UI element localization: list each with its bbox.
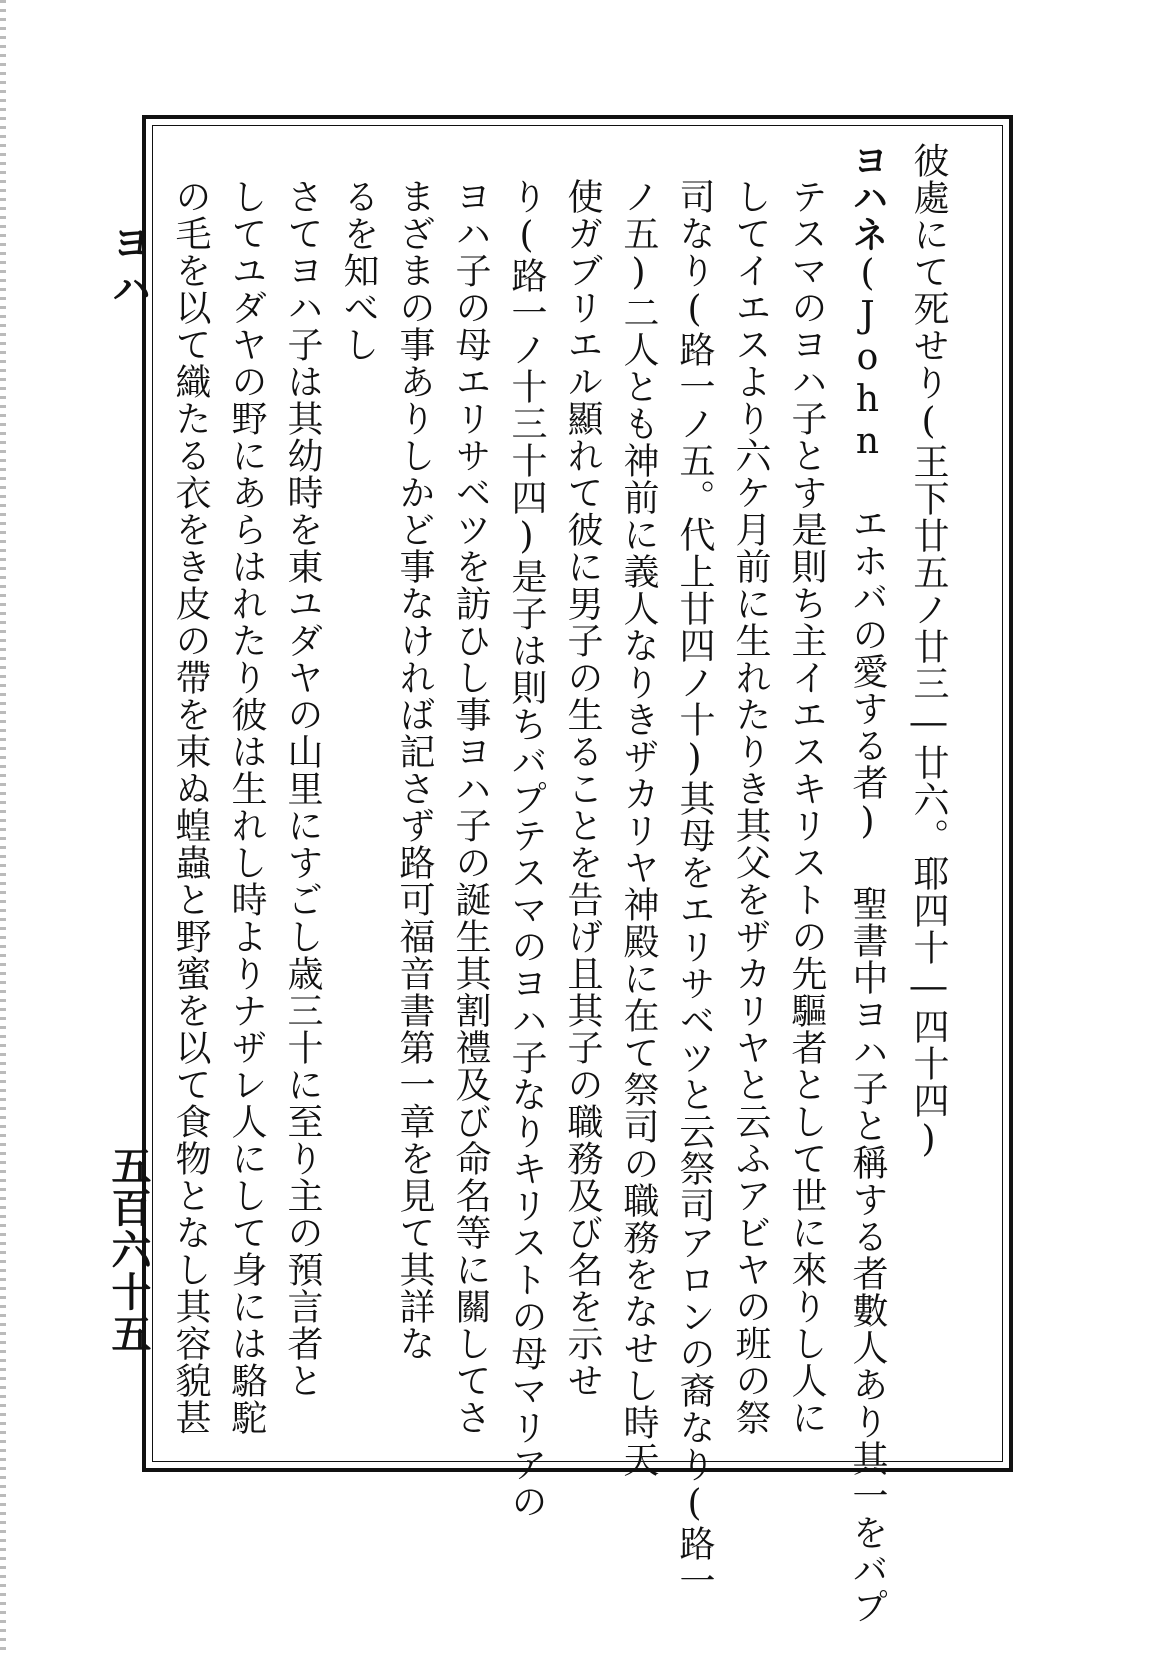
entry-text-column: の毛を以て織たる衣をき皮の帶を束ぬ蝗蟲と野蜜を以て食物となし其容貌甚 [170, 178, 211, 1436]
entry-text-column: ノ五)二人とも神前に義人なりきザカリヤ神殿に在て祭司の職務をなせし時天 [618, 178, 659, 1478]
entry-text-column: るを知べし [338, 178, 379, 363]
entry-text-column: 司なり(路一ノ五。代上廿四ノ十)其母をエリサベツと云祭司アロンの裔なり(路一 [674, 178, 715, 1599]
entry-text-column: してイエスより六ケ月前に生れたりき其父をザカリヤと云ふアビヤの班の祭 [730, 178, 771, 1436]
scan-edge-dots [0, 0, 6, 1653]
entry-text-column: 使ガブリエル顯れて彼に男子の生ることを告げ且其子の職務及び名を示せ [562, 178, 603, 1399]
entry-text-column: ヨハ子の母エリサベツを訪ひし事ヨハ子の誕生其割禮及び命名等に關してさ [450, 178, 491, 1436]
entry-text-column: り(路一ノ十三十四)是子は則ちバプテスマのヨハ子なりキリストの母マリアの [506, 178, 547, 1520]
running-head: ヨハ [105, 222, 151, 314]
entry-text-segment: (John エホバの愛する者) 聖書中ヨハ子と稱する者數人あり其一をバプ [847, 253, 888, 1625]
entry-text-column: テスマのヨハ子とす是則ち主イエスキリストの先驅者として世に來りし人に [786, 178, 827, 1436]
entry-text-column: してユダヤの野にあらはれたり彼は生れし時よりナザレ人にして身には駱駝 [226, 178, 267, 1436]
entry-text-column [847, 142, 887, 1625]
head-word: ヨハネ [847, 142, 888, 253]
page-number: 五百六十五 [105, 1145, 152, 1355]
entry-text-column: さてヨハ子は其幼時を東ユダヤの山里にすごし歳三十に至り主の預言者と [282, 178, 323, 1399]
entry-text-column: 彼處にて死せり(王下廿五ノ廿三―廿六。耶四十―四十四) [908, 142, 949, 1161]
entry-text-column: まざまの事ありしかど事なければ記さず路可福音書第一章を見て其詳な [394, 178, 435, 1362]
